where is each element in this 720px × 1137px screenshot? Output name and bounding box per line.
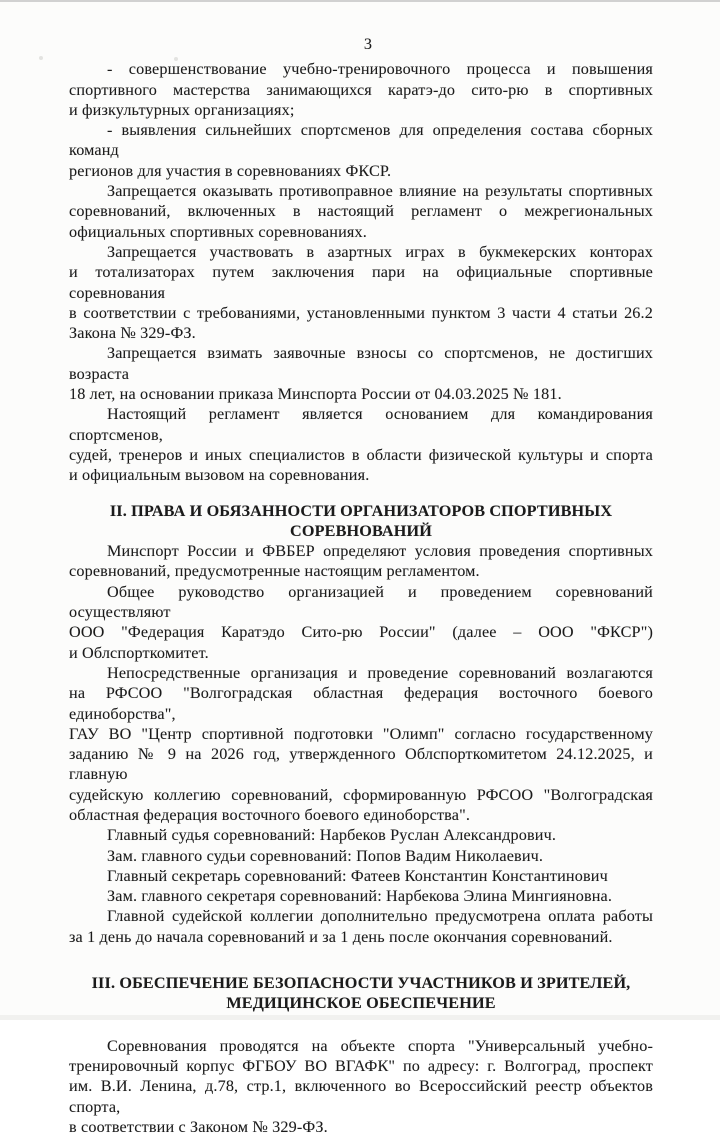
paragraph-objective-2: - выявления сильнейших спортсменов для определения состава сборных команд регионов для участия в соревнованиях ФКСР. [69,121,653,180]
scan-speck [39,56,43,60]
paragraph-minsport-conditions: Минспорт России и ФВБЕР определяют условия проведения спортивных соревнований, предусмотренные настоящим регламентом. [69,542,653,581]
official-deputy-chief-judge: Зам. главного судьи соревнований: Попов Вадим Николаевич. [107,846,544,865]
section-heading-2 [69,501,653,542]
page-number: 3 [363,35,373,53]
section-heading-2-line-2: СОРЕВНОВАНИЙ [290,521,432,540]
scan-edge-artifact-top [0,0,720,2]
section-heading-2-line-1: II. ПРАВА И ОБЯЗАННОСТИ ОРГАНИЗАТОРОВ СПОРТИВНЫХ [109,501,613,520]
section-heading-3-line-2: МЕДИЦИНСКОЕ ОБЕСПЕЧЕНИЕ [226,994,496,1013]
paragraph-prohibition-influence: Запрещается оказывать противоправное влияние на результаты спортивных соревнований, включенных в настоящий регламент о межрегиональных официальных спортивных соревнованиях. [69,182,653,241]
paragraph-objective-1: - совершенствование учебно-тренировочного процесса и повышения спортивного мастерства занимающихся каратэ-до сито-рю в спортивных и физкультурных организациях; [69,60,653,119]
scan-edge-artifact-bottom [0,1015,720,1020]
official-chief-judge: Главный судья соревнований: Нарбеков Руслан Александрович. [107,826,557,845]
document-body [69,34,653,1137]
paragraph-general-management: Общее руководство организацией и проведением соревнований осуществляют ООО "Федерация Каратэдо Сито-рю России" (далее – ООО "ФКСР") и Облспорткомитет. [69,582,653,662]
paragraph-direct-organization: Непосредственные организация и проведение соревнований возлагаются на РФСОО "Волгоградская областная федерация восточного боевого единоборства", ГАУ ВО "Центр спортивной подготовки "Олимп" согласно государственному заданию № 9 на 2026 год, утвержденного Облспорткомитетом 24.12.2025, и главную судейскую коллегию соревнований, сформированную РФСОО "Волгоградская областная федерация восточного боевого единоборства". [69,663,653,824]
section-heading-3-line-1: III. ОБЕСПЕЧЕНИЕ БЕЗОПАСНОСТИ УЧАСТНИКОВ И ЗРИТЕЛЕЙ, [91,974,631,993]
paragraph-prohibition-fees: Запрещается взимать заявочные взносы со спортсменов, не достигших возраста 18 лет, на основании приказа Минспорта России от 04.03.2025 № 181. [69,344,653,404]
paragraph-venue: Соревнования проводятся на объекте спорта "Универсальный учебно- тренировочный корпус ФГБОУ ВО ВГАФК" по адресу: г. Волгоград, проспект им. В.И. Ленина, д.78, стр.1, включенного во Всероссийский реестр объектов спорта, в соответствии с Законом № 329-ФЗ. [69,1036,653,1136]
official-deputy-chief-secretary: Зам. главного секретаря соревнований: Нарбекова Элина Мингияновна. [107,887,613,906]
paragraph-judges-payment: Главной судейской коллегии дополнительно предусмотрена оплата работы за 1 день до начала соревнований и за 1 день после окончания соревнований. [69,907,653,946]
section-heading-3 [69,973,653,1014]
paragraph-prohibition-betting: Запрещается участвовать в азартных играх в букмекерских конторах и тотализаторах путем заключения пари на официальные спортивные соревнования в соответствии с требованиями, установленными пунктом 3 части 4 статьи 26.2 Закона № 329-ФЗ. [69,242,653,343]
official-chief-secretary: Главный секретарь соревнований: Фатеев Константин Константинович [107,866,608,885]
paragraph-regulation-basis: Настоящий регламент является основанием для командирования спортсменов, судей, тренеров и иных специалистов в области физической культуры и спорта и официальным вызовом на соревнования. [69,405,653,485]
